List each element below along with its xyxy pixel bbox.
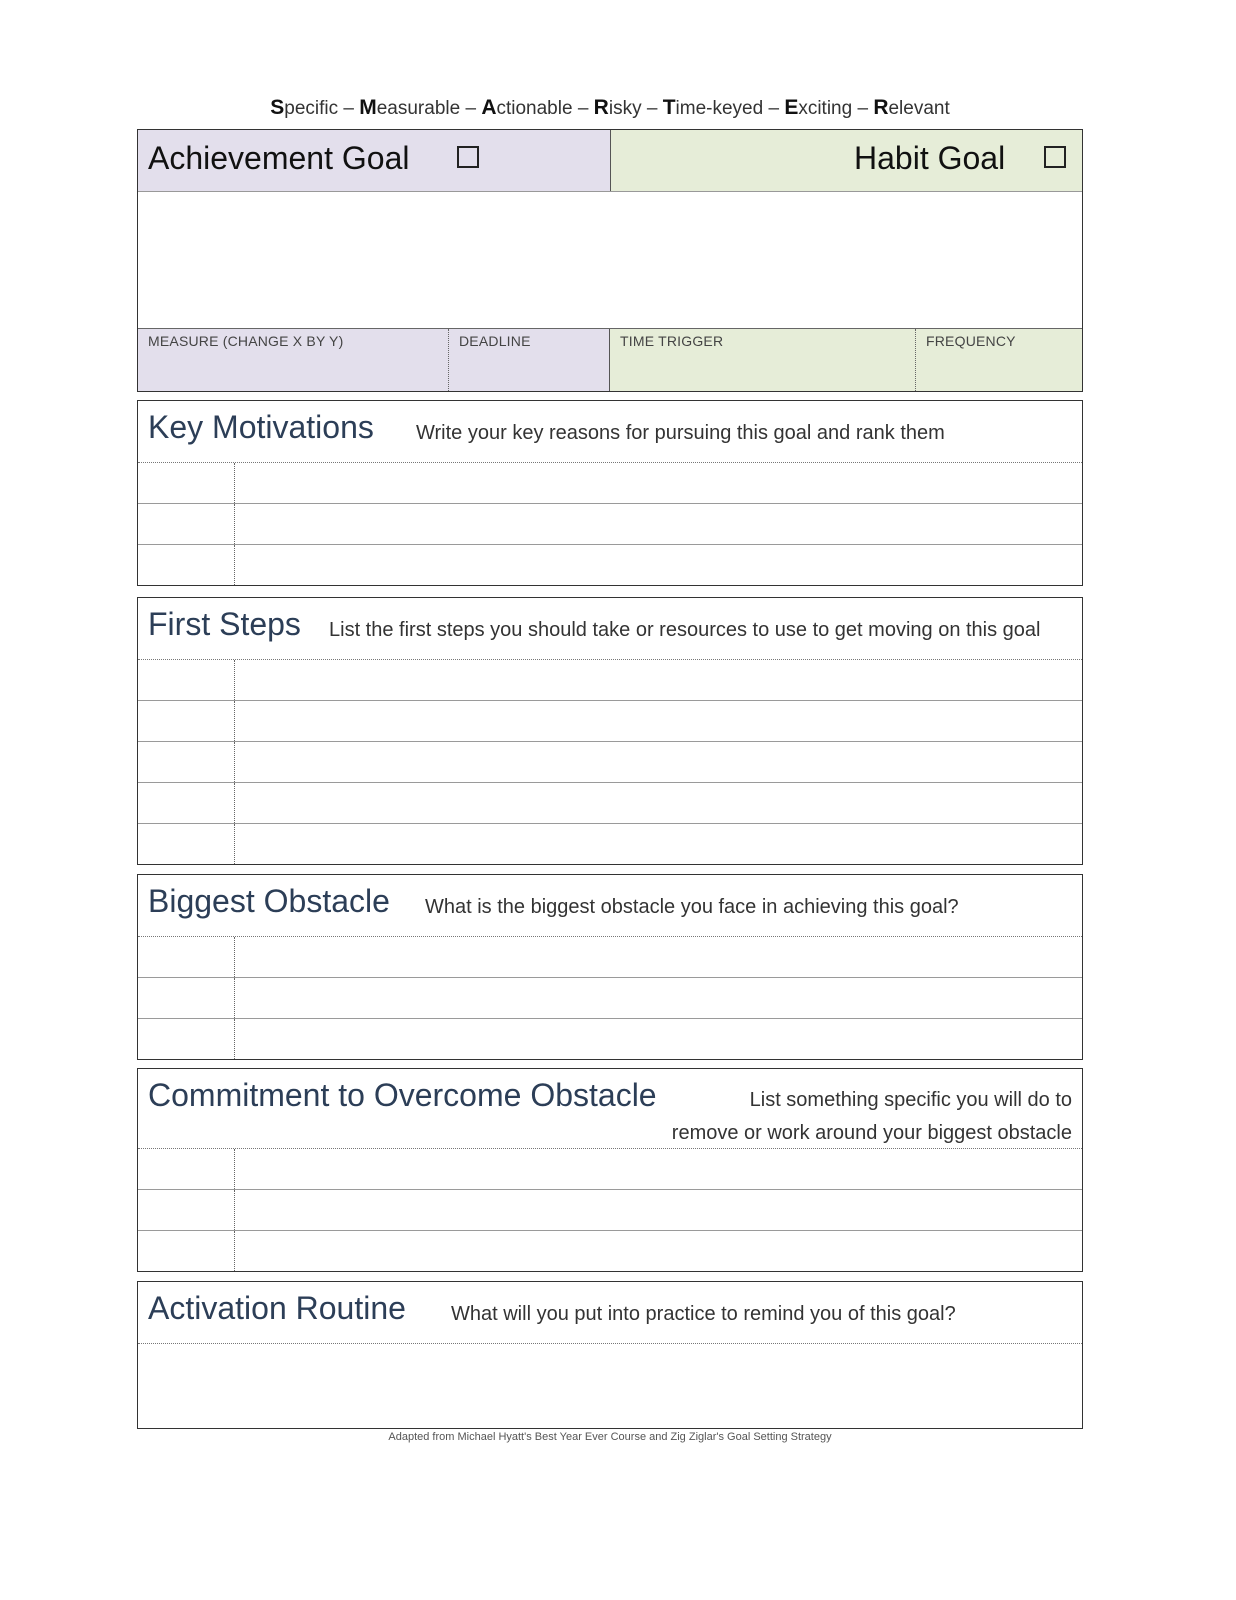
goal-type-header [138, 130, 1082, 192]
key-motivations-row[interactable] [138, 504, 1082, 545]
first-steps-row[interactable] [138, 660, 1082, 701]
step-number-cell[interactable] [138, 783, 235, 823]
commitment-row[interactable] [138, 1190, 1082, 1231]
biggest-obstacle-section [137, 874, 1083, 1060]
step-number-cell[interactable] [138, 701, 235, 741]
achievement-goal-cell [138, 130, 611, 191]
key-motivations-description: Write your key reasons for pursuing this goal and rank them [416, 422, 945, 444]
activation-routine-description: What will you put into practice to remind you of this goal? [451, 1303, 956, 1325]
commitment-description-line2: remove or work around your biggest obstacle [671, 1122, 1072, 1144]
deadline-label: DEADLINE [459, 333, 531, 349]
step-number-cell[interactable] [138, 660, 235, 700]
commitment-number-cell[interactable] [138, 1149, 235, 1189]
biggest-obstacle-row[interactable] [138, 937, 1082, 978]
first-steps-header [138, 598, 1082, 660]
rank-cell[interactable] [138, 463, 235, 503]
frequency-label: FREQUENCY [926, 333, 1016, 349]
key-motivations-header [138, 401, 1082, 463]
step-number-cell[interactable] [138, 824, 235, 864]
key-motivations-row[interactable] [138, 463, 1082, 504]
habit-goal-checkbox[interactable] [1044, 146, 1066, 168]
first-steps-row[interactable] [138, 824, 1082, 864]
habit-goal-cell [611, 130, 1082, 191]
measure-field[interactable] [138, 329, 449, 391]
commitment-section [137, 1068, 1083, 1272]
activation-routine-title: Activation Routine [148, 1290, 406, 1326]
smart-acronym-line: Specific – Measurable – Actionable – Risky – Time-keyed – Exciting – Relevant [270, 96, 950, 119]
key-motivations-title: Key Motivations [148, 409, 374, 445]
time-trigger-field[interactable] [610, 329, 916, 391]
biggest-obstacle-description: What is the biggest obstacle you face in achieving this goal? [425, 896, 959, 918]
biggest-obstacle-row[interactable] [138, 1019, 1082, 1059]
commitment-number-cell[interactable] [138, 1231, 235, 1271]
first-steps-section [137, 597, 1083, 865]
first-steps-row[interactable] [138, 742, 1082, 783]
activation-routine-area[interactable] [138, 1344, 1082, 1428]
first-steps-row[interactable] [138, 783, 1082, 824]
step-number-cell[interactable] [138, 742, 235, 782]
deadline-field[interactable] [449, 329, 610, 391]
commitment-number-cell[interactable] [138, 1190, 235, 1230]
biggest-obstacle-header [138, 875, 1082, 937]
first-steps-row[interactable] [138, 701, 1082, 742]
key-motivations-row[interactable] [138, 545, 1082, 585]
obstacle-number-cell[interactable] [138, 1019, 235, 1059]
habit-goal-label: Habit Goal [854, 140, 1006, 176]
biggest-obstacle-title: Biggest Obstacle [148, 883, 390, 919]
commitment-description-line1: List something specific you will do to [749, 1089, 1072, 1111]
key-motivations-section [137, 400, 1083, 586]
goal-fields-row [138, 329, 1082, 391]
commitment-row[interactable] [138, 1149, 1082, 1190]
frequency-field[interactable] [916, 329, 1082, 391]
first-steps-title: First Steps [148, 606, 301, 642]
achievement-goal-label: Achievement Goal [148, 140, 410, 176]
goal-statement-area[interactable] [138, 192, 1082, 329]
biggest-obstacle-row[interactable] [138, 978, 1082, 1019]
first-steps-description: List the first steps you should take or resources to use to get moving on this goal [329, 619, 1041, 641]
commitment-title: Commitment to Overcome Obstacle [148, 1077, 657, 1113]
goal-box [137, 129, 1083, 392]
rank-cell[interactable] [138, 545, 235, 585]
activation-routine-header [138, 1282, 1082, 1344]
attribution-footer: Adapted from Michael Hyatt's Best Year Ever Course and Zig Ziglar's Goal Setting Strategy [388, 1431, 832, 1443]
commitment-row[interactable] [138, 1231, 1082, 1271]
obstacle-number-cell[interactable] [138, 978, 235, 1018]
measure-label: MEASURE (CHANGE X BY Y) [148, 333, 344, 349]
time-trigger-label: TIME TRIGGER [620, 333, 724, 349]
activation-routine-section [137, 1281, 1083, 1429]
rank-cell[interactable] [138, 504, 235, 544]
obstacle-number-cell[interactable] [138, 937, 235, 977]
achievement-goal-checkbox[interactable] [457, 146, 479, 168]
commitment-header [138, 1069, 1082, 1149]
